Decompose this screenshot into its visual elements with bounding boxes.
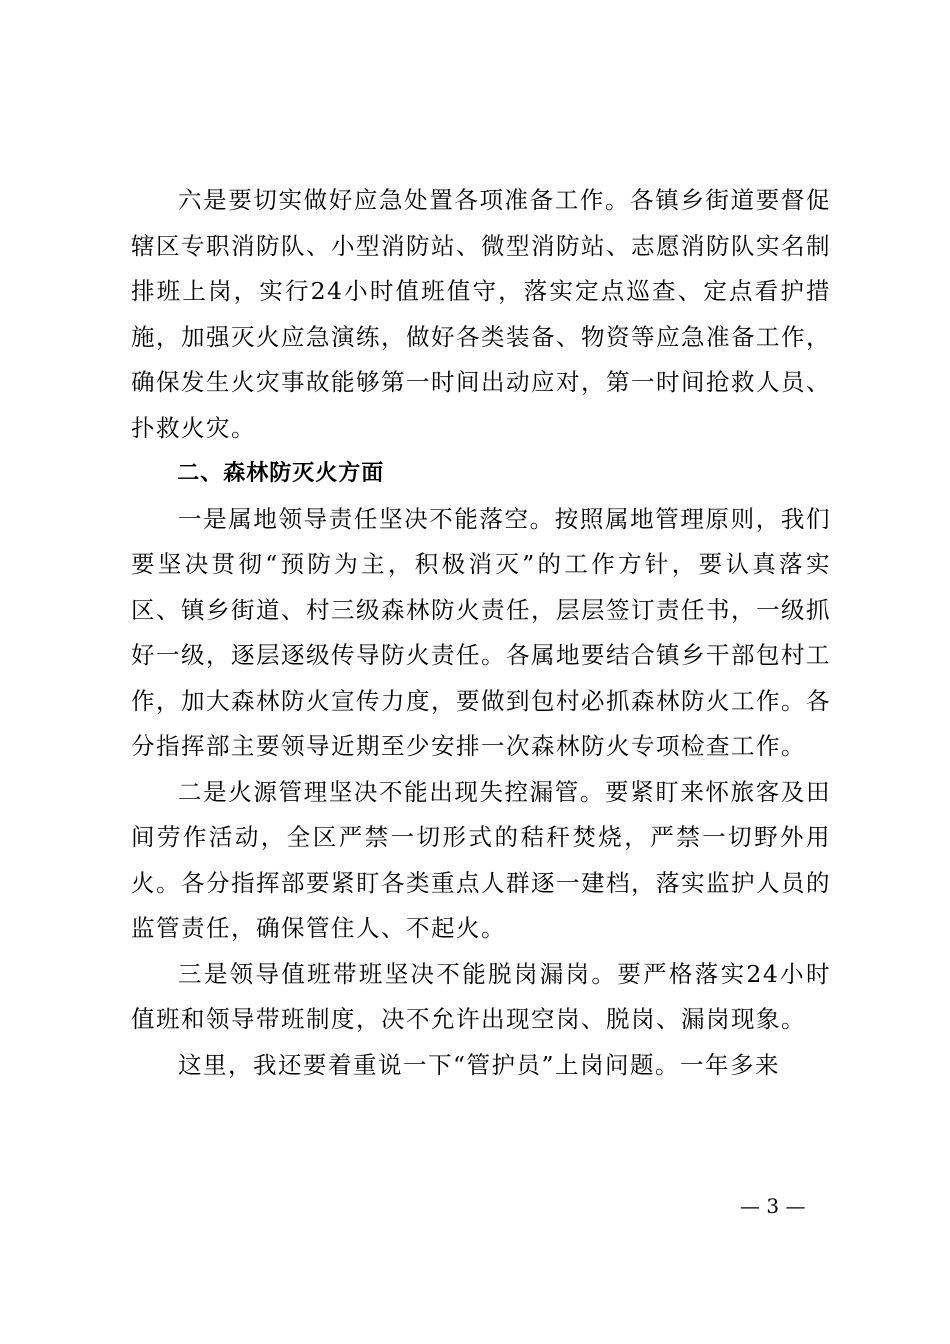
document-body bbox=[131, 178, 831, 1088]
page-number: — 3 — bbox=[740, 1194, 806, 1218]
paragraph-territorial-responsibility: 一是属地领导责任坚决不能落空。按照属地管理原则，我们要坚决贯彻“预防为主，积极消灭”的工作方针，要认真落实区、镇乡街道、村三级森林防火责任，层层签订责任书，一级抓好一级，逐层逐级传导防火责任。各属地要结合镇乡干部包村工作，加大森林防火宣传力度，要做到包村必抓森林防火工作。各分指挥部主要领导近期至少安排一次森林防火专项检查工作。 bbox=[131, 504, 831, 760]
paragraph-emergency-preparation: 六是要切实做好应急处置各项准备工作。各镇乡街道要督促辖区专职消防队、小型消防站、微型消防站、志愿消防队实名制排班上岗，实行24小时值班值守，落实定点巡查、定点看护措施，加强灭火应急演练，做好各类装备、物资等应急准备工作，确保发生火灾事故能够第一时间出动应对，第一时间抢救人员、扑救火灾。 bbox=[131, 186, 831, 442]
paragraph-leader-duty: 三是领导值班带班坚决不能脱岗漏岗。要严格落实24小时值班和领导带班制度，决不允许出现空岗、脱岗、漏岗现象。 bbox=[131, 959, 831, 1033]
paragraph-fire-source-management: 二是火源管理坚决不能出现失控漏管。要紧盯来怀旅客及田间劳作活动，全区严禁一切形式的秸秆焚烧，严禁一切野外用火。各分指挥部要紧盯各类重点人群逐一建档，落实监护人员的监管责任，确保管住人、不起火。 bbox=[131, 777, 831, 942]
paragraph-ranger-duty-intro: 这里，我还要着重说一下“管护员”上岗问题。一年多来 bbox=[178, 1050, 781, 1079]
section-heading-forest-fire: 二、森林防灭火方面 bbox=[177, 461, 385, 486]
